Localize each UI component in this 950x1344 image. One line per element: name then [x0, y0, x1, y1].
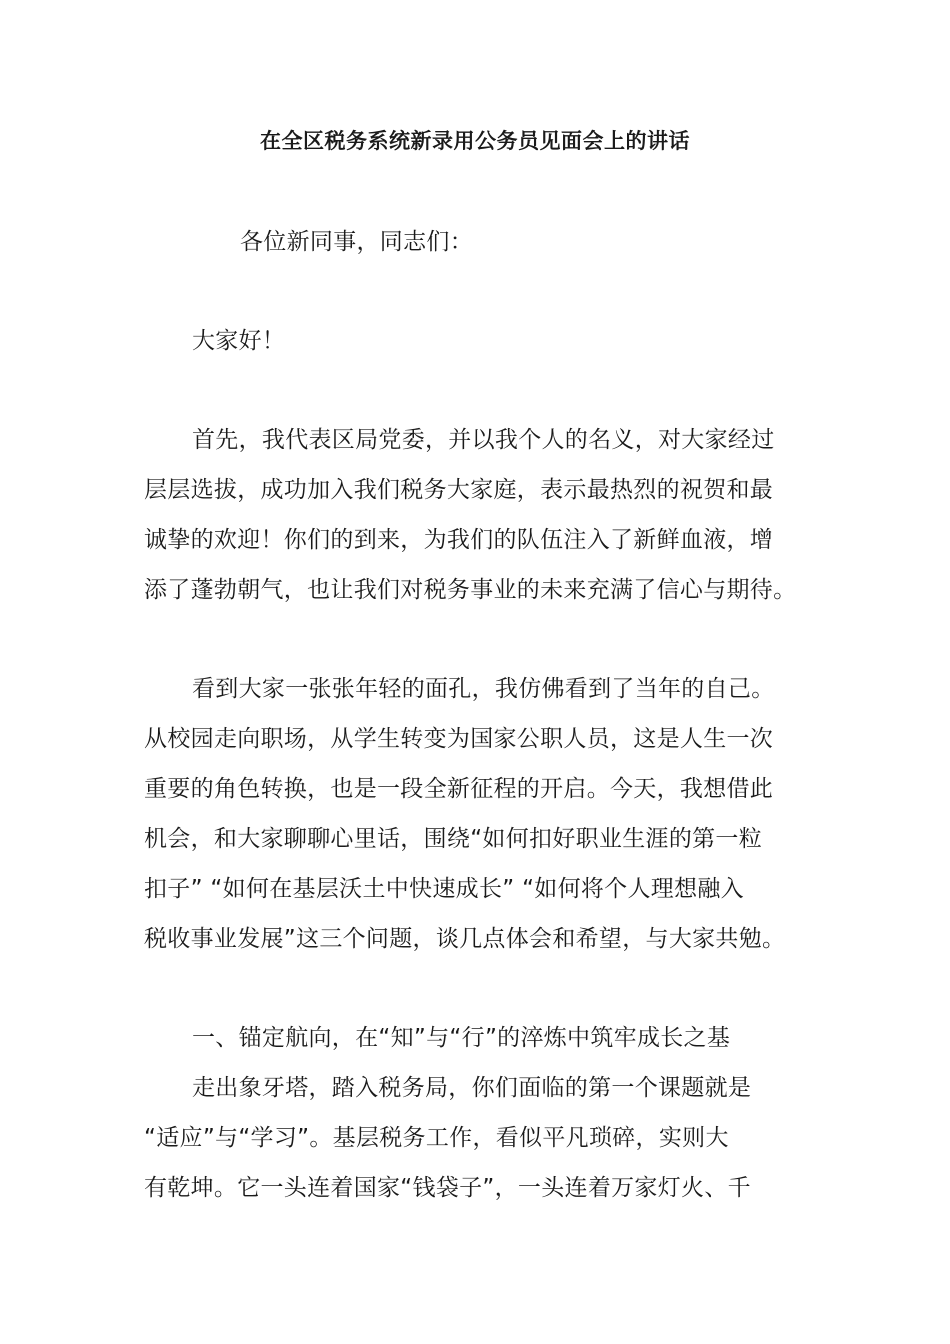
- paragraph3-line2: “适应”与“学习”。基层税务工作，看似平凡琐碎，实则大: [144, 1125, 729, 1151]
- salutation: 各位新同事，同志们：: [240, 229, 473, 255]
- paragraph1-line1: 首先，我代表区局党委，并以我个人的名义，对大家经过: [192, 427, 775, 453]
- paragraph2-line3: 重要的角色转换，也是一段全新征程的开启。今天，我想借此: [144, 776, 774, 802]
- paragraph2-line2: 从校园走向职场，从学生转变为国家公职人员，这是人生一次: [144, 726, 774, 752]
- paragraph2-line6: 税收事业发展”这三个问题，谈几点体会和希望，与大家共勉。: [144, 926, 786, 952]
- paragraph3-line1: 走出象牙塔，踏入税务局，你们面临的第一个课题就是: [192, 1075, 752, 1101]
- paragraph2-line5: 扣子” “如何在基层沃土中快速成长” “如何将个人理想融入: [144, 876, 744, 902]
- paragraph2-line4: 机会，和大家聊聊心里话，围绕“如何扣好职业生涯的第一粒: [144, 826, 763, 852]
- paragraph1-line4: 添了蓬勃朝气，也让我们对税务事业的未来充满了信心与期待。: [144, 577, 797, 603]
- greeting: 大家好！: [192, 328, 286, 354]
- paragraph1-line2: 层层选拔，成功加入我们税务大家庭，表示最热烈的祝贺和最: [144, 477, 774, 503]
- section-heading-1: 一、锚定航向，在“知”与“行”的淬炼中筑牢成长之基: [192, 1025, 731, 1051]
- paragraph1-line3: 诚挚的欢迎！你们的到来，为我们的队伍注入了新鲜血液，增: [144, 527, 774, 553]
- document-title: 在全区税务系统新录用公务员见面会上的讲话: [260, 129, 690, 153]
- paragraph3-line3: 有乾坤。它一头连着国家“钱袋子”，一头连着万家灯火、千: [144, 1175, 751, 1201]
- paragraph2-line1: 看到大家一张张年轻的面孔，我仿佛看到了当年的自己。: [192, 676, 775, 702]
